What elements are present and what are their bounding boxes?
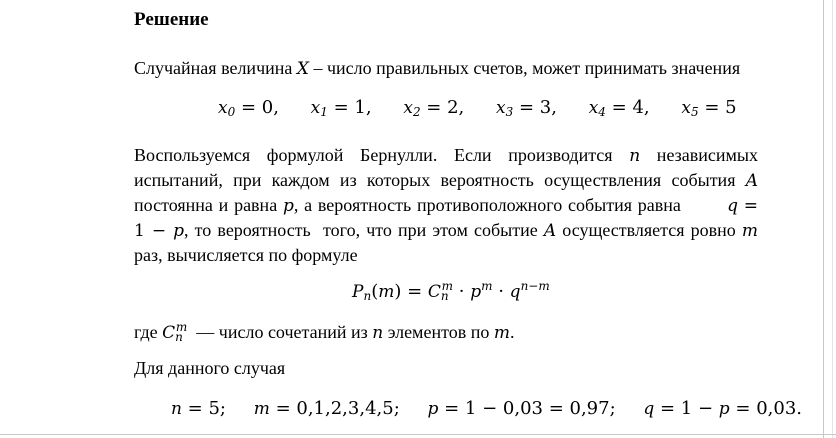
page-edge-right-shadow (832, 0, 833, 438)
value-x5: $x_5 = 5$ (681, 97, 737, 119)
case-line: Для данного случая (134, 358, 286, 378)
bernoulli-line-5: раз, вычисляется по формуле (134, 245, 358, 265)
values-formula (218, 97, 737, 118)
value-x0: $x_0 = 0$, (218, 97, 279, 119)
bernoulli-line-1: Воспользуемся формулой Бернулли. Если производится n независимых (134, 145, 758, 166)
bernoulli-line-3: постоянна и равна p, а вероятность противоположного события равна q = (134, 195, 759, 216)
value-x4: $x_4 = 4$, (588, 97, 650, 119)
page-edge-right (823, 0, 824, 438)
value-x2: $x_2 = 2$, (403, 97, 465, 119)
param-m: m = 0,1,2,3,4,5; (253, 398, 400, 419)
param-n: n = 5; (171, 398, 226, 419)
value-x3: $x_3 = 3$, (496, 97, 557, 119)
param-p: p = 1 − 0,03 = 0,97; (427, 398, 616, 419)
value-x1: $x_1 = 1$, (310, 97, 372, 119)
bernoulli-line-4: 1 − p, то вероятность того, что при этом событие A осуществляется ровно m (134, 220, 759, 241)
page-edge-bottom (0, 434, 836, 435)
param-q: q = 1 − p = 0,03. (643, 398, 803, 419)
params-formula (171, 398, 802, 419)
bernoulli-formula: $P_n(m) = C_n^m \cdot p^m \cdot q^{n-m}$ (352, 279, 550, 303)
section-heading: Решение (134, 9, 209, 30)
intro-paragraph (134, 56, 740, 82)
intro-rendered: Случайная величина X – число правильных счетов, может принимать значения (134, 58, 741, 79)
bernoulli-line-2: испытаний, при каждом из которых вероятность осуществления события A (134, 170, 758, 191)
where-line: где $C_n^m$ — число сочетаний из n элементов по m. (134, 320, 515, 344)
